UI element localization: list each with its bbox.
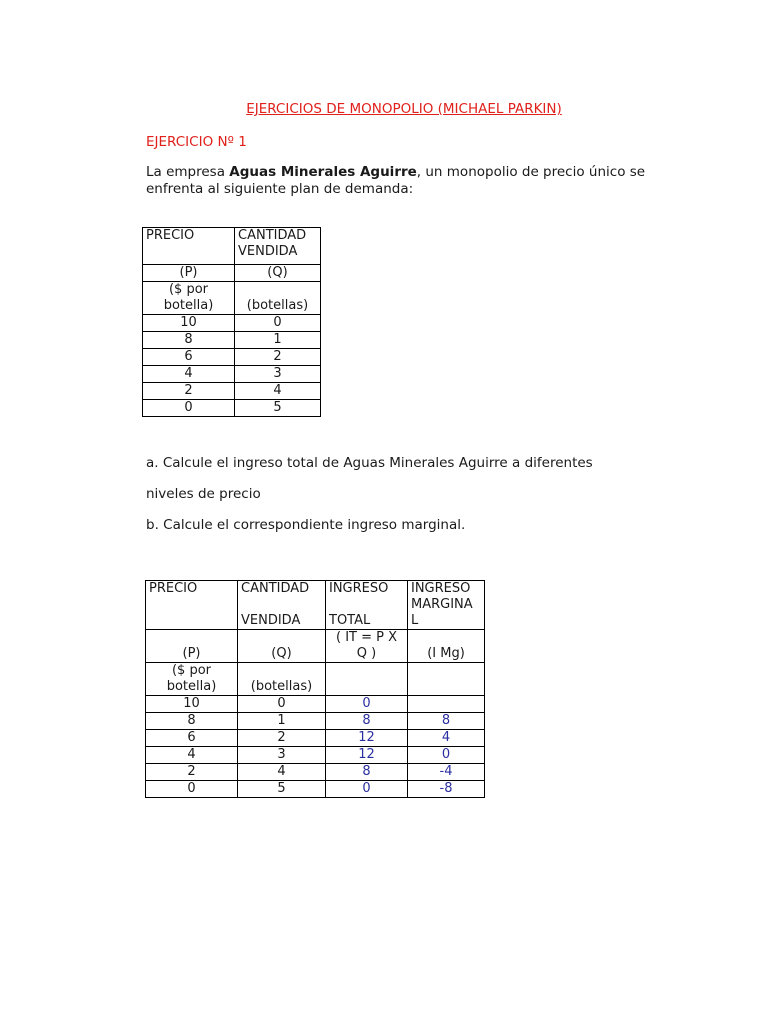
table-row bbox=[146, 696, 485, 713]
table-cell: 10 bbox=[146, 696, 238, 713]
table-cell: 5 bbox=[238, 781, 326, 798]
intro-suffix: , un monopolio de precio único se enfrenta al siguiente plan de demanda: bbox=[146, 164, 646, 197]
table-header-cell: CANTIDAD VENDIDA bbox=[238, 581, 326, 630]
table-header-cell: ($ por botella) bbox=[146, 663, 238, 696]
table-cell: 0 bbox=[143, 400, 235, 417]
table-header-row bbox=[146, 630, 485, 663]
table-header-row bbox=[143, 282, 321, 315]
table-header-cell: INGRESO TOTAL bbox=[326, 581, 408, 630]
table-cell: 0 bbox=[408, 747, 485, 764]
table-cell: 2 bbox=[143, 383, 235, 400]
table-header-cell: (botellas) bbox=[235, 282, 321, 315]
table-cell: 0 bbox=[238, 696, 326, 713]
question-a-line2: niveles de precio bbox=[146, 486, 261, 502]
table-cell: 12 bbox=[326, 747, 408, 764]
table-cell: 8 bbox=[146, 713, 238, 730]
table-cell: 6 bbox=[146, 730, 238, 747]
intro-prefix: La empresa bbox=[146, 164, 230, 180]
table-row bbox=[143, 366, 321, 383]
table-row bbox=[146, 730, 485, 747]
table-cell: 1 bbox=[238, 713, 326, 730]
table-cell: 0 bbox=[326, 696, 408, 713]
demand-table bbox=[142, 227, 321, 417]
table-row bbox=[143, 315, 321, 332]
exercise-heading: EJERCICIO Nº 1 bbox=[146, 134, 247, 150]
table-header-cell: (P) bbox=[143, 265, 235, 282]
table-cell: 12 bbox=[326, 730, 408, 747]
table-row bbox=[143, 383, 321, 400]
table-header-cell: ( IT = P X Q ) bbox=[326, 630, 408, 663]
table-cell: 10 bbox=[143, 315, 235, 332]
table-header-cell: (Q) bbox=[238, 630, 326, 663]
table-row bbox=[143, 349, 321, 366]
table-header-cell: (Q) bbox=[235, 265, 321, 282]
table-header-cell: (P) bbox=[146, 630, 238, 663]
table-cell: 1 bbox=[235, 332, 321, 349]
table-cell: 8 bbox=[143, 332, 235, 349]
company-name: Aguas Minerales Aguirre bbox=[229, 164, 417, 180]
table-cell: 4 bbox=[408, 730, 485, 747]
table-cell: 3 bbox=[238, 747, 326, 764]
table-cell: 2 bbox=[235, 349, 321, 366]
table-cell: 0 bbox=[235, 315, 321, 332]
table-cell: -8 bbox=[408, 781, 485, 798]
table-cell: 4 bbox=[235, 383, 321, 400]
table-cell: 8 bbox=[408, 713, 485, 730]
table-cell: 4 bbox=[238, 764, 326, 781]
table-header-cell: INGRESO MARGINA L bbox=[408, 581, 485, 630]
table-cell: 2 bbox=[146, 764, 238, 781]
table-cell: 3 bbox=[235, 366, 321, 383]
table-cell: 8 bbox=[326, 764, 408, 781]
table-header-cell bbox=[408, 663, 485, 696]
table-header-cell: (I Mg) bbox=[408, 630, 485, 663]
table-header-cell: PRECIO bbox=[143, 228, 235, 265]
table-row bbox=[146, 764, 485, 781]
table-cell: -4 bbox=[408, 764, 485, 781]
table-cell: 5 bbox=[235, 400, 321, 417]
table-header-cell: PRECIO bbox=[146, 581, 238, 630]
table-header-row bbox=[143, 265, 321, 282]
question-a-line1: a. Calcule el ingreso total de Aguas Minerales Aguirre a diferentes bbox=[146, 455, 593, 471]
table-header-row bbox=[146, 663, 485, 696]
table-cell: 8 bbox=[326, 713, 408, 730]
table-cell: 2 bbox=[238, 730, 326, 747]
intro-paragraph bbox=[146, 164, 686, 198]
table-header-cell: ($ por botella) bbox=[143, 282, 235, 315]
table-row bbox=[146, 713, 485, 730]
table-header-row bbox=[143, 228, 321, 265]
document-title: EJERCICIOS DE MONOPOLIO (MICHAEL PARKIN) bbox=[246, 101, 562, 117]
table-cell bbox=[408, 696, 485, 713]
table-header-cell bbox=[326, 663, 408, 696]
table-row bbox=[146, 781, 485, 798]
table-cell: 6 bbox=[143, 349, 235, 366]
table-cell: 4 bbox=[146, 747, 238, 764]
table-cell: 0 bbox=[326, 781, 408, 798]
table-cell: 0 bbox=[146, 781, 238, 798]
question-b: b. Calcule el correspondiente ingreso marginal. bbox=[146, 517, 466, 533]
table-row bbox=[143, 400, 321, 417]
table-header-cell: CANTIDAD VENDIDA bbox=[235, 228, 321, 265]
table-row bbox=[143, 332, 321, 349]
table-header-cell: (botellas) bbox=[238, 663, 326, 696]
table-header-row bbox=[146, 581, 485, 630]
revenue-table bbox=[145, 580, 485, 798]
table-cell: 4 bbox=[143, 366, 235, 383]
table-row bbox=[146, 747, 485, 764]
